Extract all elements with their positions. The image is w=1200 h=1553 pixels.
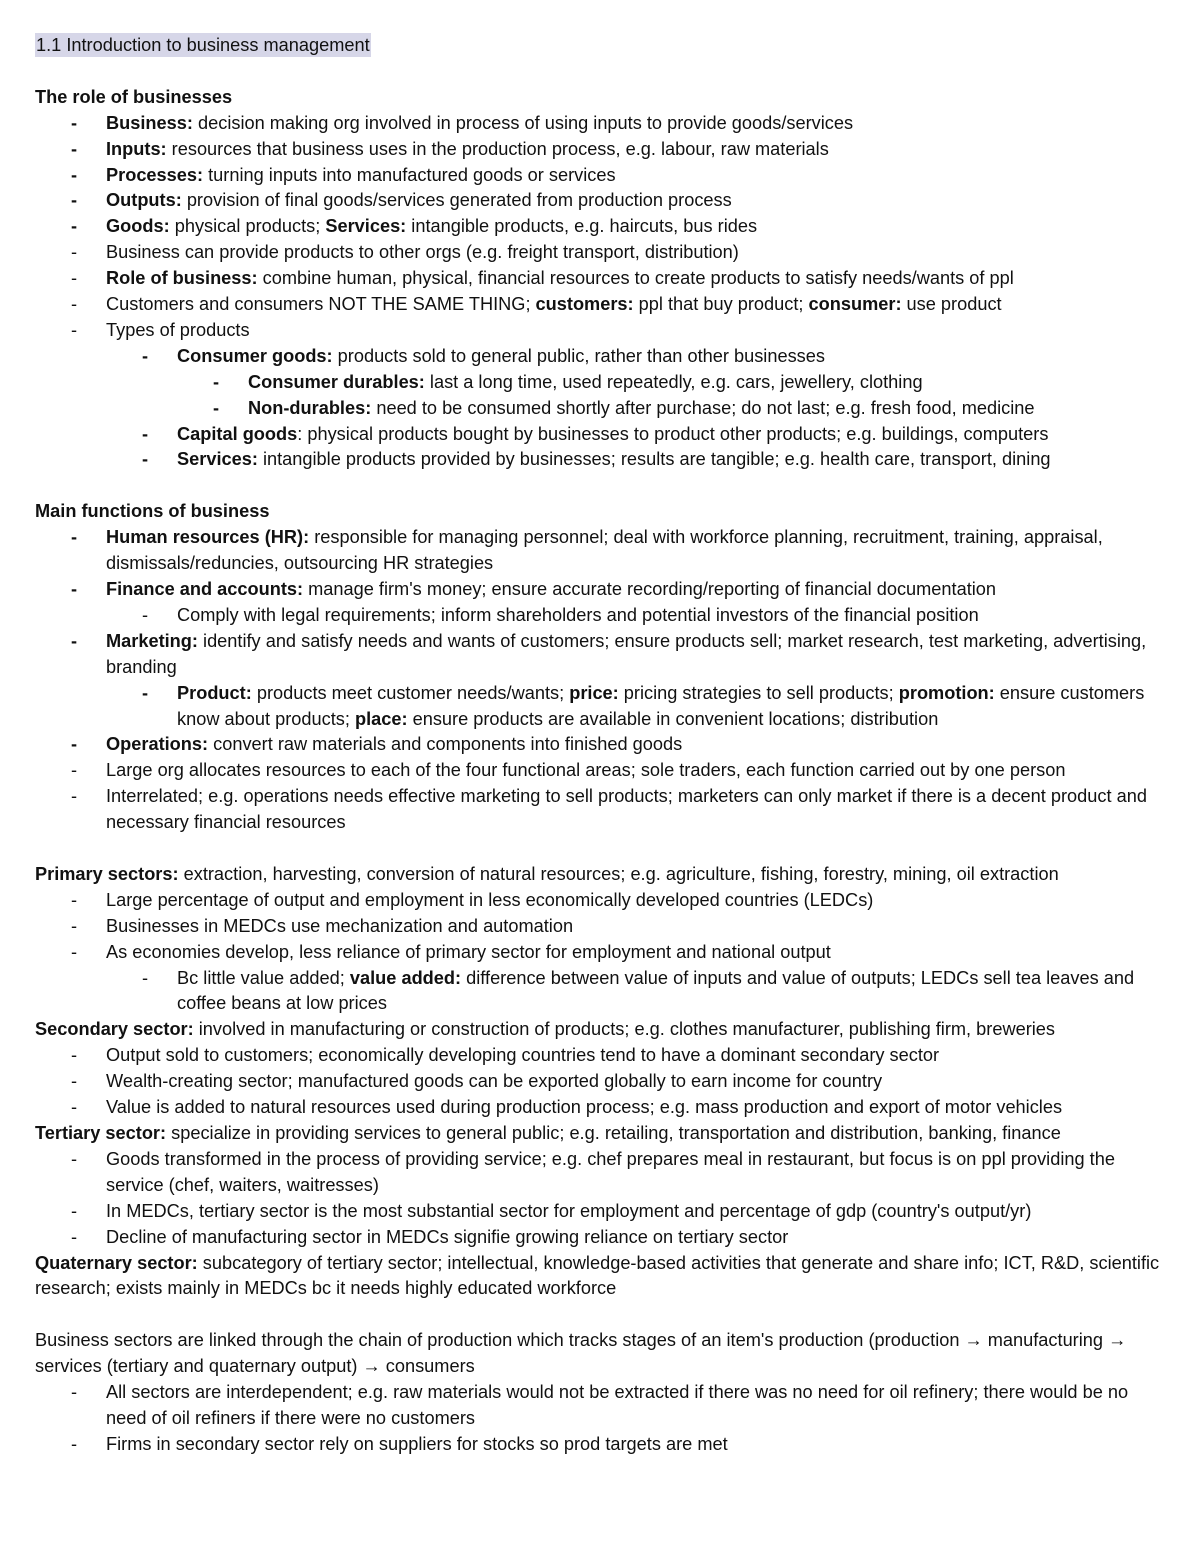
- list-item: - Bc little value added; value added: difference between value of inputs and value of outputs; LEDCs sell tea leaves and coffee beans at low prices: [142, 967, 1135, 1014]
- list-item: - Human resources (HR): responsible for managing personnel; deal with workforce planning, recruitment, training, appraisal, dismissals/reduncies, outsourcing HR strategies: [71, 527, 1103, 574]
- sector-quaternary: Quaternary sector: subcategory of tertiary sector; intellectual, knowledge-based activities that generate and share info; ICT, R&D, scientific research; exists mainly in MEDCs bc it needs highly educated workforce: [35, 1252, 1160, 1299]
- list-item: - Goods: physical products; Services: intangible products, e.g. haircuts, bus rides: [71, 216, 758, 237]
- list-item: - Consumer goods: products sold to general public, rather than other businesses: [142, 345, 825, 366]
- list-item: - Value is added to natural resources used during production process; e.g. mass production and export of motor vehicles: [71, 1097, 1063, 1118]
- section-heading-functions: Main functions of business: [35, 501, 270, 522]
- list-item: - Customers and consumers NOT THE SAME THING; customers: ppl that buy product; consumer: use product: [71, 294, 1002, 315]
- list-item: - Services: intangible products provided by businesses; results are tangible; e.g. health care, transport, dining: [142, 449, 1051, 470]
- list-item: - Wealth-creating sector; manufactured goods can be exported globally to earn income for country: [71, 1071, 883, 1092]
- list-item: - Inputs: resources that business uses in the production process, e.g. labour, raw materials: [71, 138, 829, 159]
- list-item: - Large org allocates resources to each of the four functional areas; sole traders, each function carried out by one person: [71, 760, 1066, 781]
- list-item: - Firms in secondary sector rely on suppliers for stocks so prod targets are met: [71, 1433, 728, 1454]
- page-title: 1.1 Introduction to business management: [36, 35, 370, 55]
- list-item: - Non-durables: need to be consumed shortly after purchase; do not last; e.g. fresh food, medicine: [213, 397, 1035, 418]
- list-item: - Capital goods: physical products bought by businesses to product other products; e.g. buildings, computers: [142, 423, 1049, 444]
- list-item: - Decline of manufacturing sector in MEDCs signifie growing reliance on tertiary sector: [71, 1226, 789, 1247]
- document-page: [35, 33, 1165, 1458]
- sector-primary: Primary sectors: extraction, harvesting, conversion of natural resources; e.g. agriculture, fishing, forestry, mining, oil extraction: [35, 863, 1059, 884]
- list-item: - All sectors are interdependent; e.g. raw materials would not be extracted if there was no need for oil refinery; there would be no need of oil refiners if there were no customers: [71, 1382, 1129, 1428]
- list-item: - As economies develop, less reliance of primary sector for employment and national output: [71, 941, 831, 962]
- list-item: - Types of products: [71, 319, 250, 340]
- sector-tertiary: Tertiary sector: specialize in providing services to general public; e.g. retailing, transportation and distribution, banking, finance: [35, 1123, 1061, 1144]
- list-item: - Output sold to customers; economically developing countries tend to have a dominant secondary sector: [71, 1045, 940, 1066]
- list-item: - Businesses in MEDCs use mechanization and automation: [71, 915, 574, 936]
- section-heading-role: The role of businesses: [35, 86, 233, 107]
- list-item: - Outputs: provision of final goods/services generated from production process: [71, 190, 732, 211]
- list-item: - Processes: turning inputs into manufactured goods or services: [71, 164, 616, 185]
- list-item: - Operations: convert raw materials and components into finished goods: [71, 734, 683, 755]
- list-item: - Comply with legal requirements; inform shareholders and potential investors of the financial position: [142, 604, 979, 625]
- list-item: - Marketing: identify and satisfy needs and wants of customers; ensure products sell; market research, test marketing, advertising, branding: [71, 630, 1147, 677]
- chain-intro: Business sectors are linked through the chain of production which tracks stages of an item's production (production → manufacturing → services (tertiary and quaternary output) → consumers: [35, 1330, 1127, 1377]
- list-item: - Role of business: combine human, physical, financial resources to create products to satisfy needs/wants of ppl: [71, 268, 1014, 289]
- list-item: - Business can provide products to other orgs (e.g. freight transport, distribution): [71, 242, 739, 263]
- title-line: [35, 33, 1165, 59]
- list-item: - Product: products meet customer needs/wants; price: pricing strategies to sell products; promotion: ensure customers know about products; place: ensure products are available in convenient locations; distribution: [142, 682, 1145, 729]
- list-item: - Business: decision making org involved in process of using inputs to provide goods/services: [71, 112, 854, 133]
- list-item: - In MEDCs, tertiary sector is the most substantial sector for employment and percentage of gdp (country's output/yr): [71, 1200, 1032, 1221]
- sector-secondary: Secondary sector: involved in manufacturing or construction of products; e.g. clothes manufacturer, publishing firm, breweries: [35, 1019, 1056, 1040]
- list-item: - Consumer durables: last a long time, used repeatedly, e.g. cars, jewellery, clothing: [213, 371, 923, 392]
- list-item: - Goods transformed in the process of providing service; e.g. chef prepares meal in restaurant, but focus is on ppl providing the service (chef, waiters, waitresses): [71, 1148, 1115, 1195]
- list-item: - Finance and accounts: manage firm's money; ensure accurate recording/reporting of financial documentation: [71, 579, 997, 599]
- list-item: - Large percentage of output and employment in less economically developed countries (LEDCs): [71, 889, 874, 910]
- list-item: - Interrelated; e.g. operations needs effective marketing to sell products; marketers can only market if there is a decent product and necessary financial resources: [71, 786, 1147, 833]
